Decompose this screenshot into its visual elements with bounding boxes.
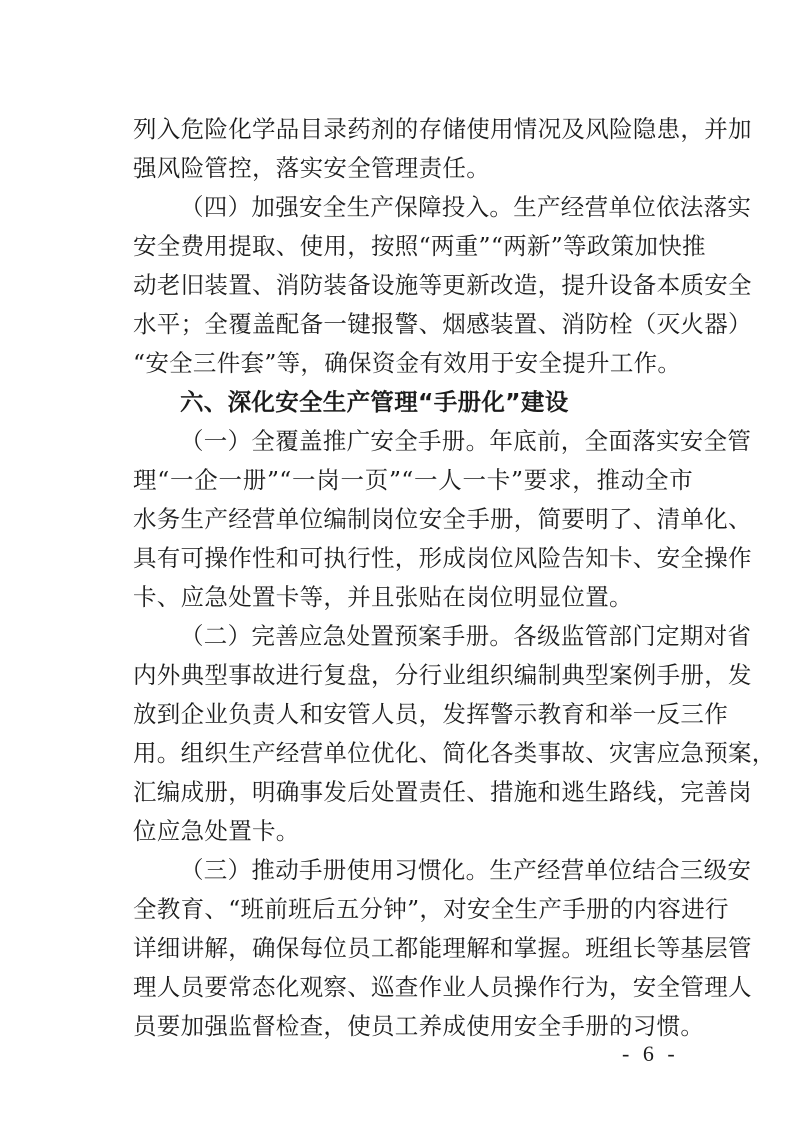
body-text-line: （二）完善应急处置预案手册。各级监管部门定期对省 <box>180 622 752 650</box>
body-text-line: 用。组织生产经营单位优化、简化各类事故、灾害应急预案， <box>133 739 776 767</box>
body-text-line: 水平；全覆盖配备一键报警、烟感装置、消防栓（灭火器） <box>133 310 752 338</box>
body-text-line: 位应急处置卡。 <box>133 817 300 845</box>
body-text-line: （一）全覆盖推广安全手册。年底前，全面落实安全管 <box>180 427 752 455</box>
body-text-line: 内外典型事故进行复盘，分行业组织编制典型案例手册，发 <box>133 661 752 689</box>
body-text-line: 动老旧装置、消防装备设施等更新改造，提升设备本质安全 <box>133 271 752 299</box>
body-text-line: （三）推动手册使用习惯化。生产经营单位结合三级安 <box>180 856 752 884</box>
body-text-line: 安全费用提取、使用，按照“两重”“两新”等政策加快推 <box>133 232 706 260</box>
body-text-line: 理人员要常态化观察、巡查作业人员操作行为，安全管理人 <box>133 973 752 1001</box>
body-text-line: 员要加强监督检查，使员工养成使用安全手册的习惯。 <box>133 1012 705 1040</box>
page-number: - 6 - <box>622 1041 679 1066</box>
body-text-line: 卡、应急处置卡等，并且张贴在岗位明显位置。 <box>133 583 633 611</box>
body-text-line: 理“一企一册”“一岗一页”“一人一卡”要求，推动全市 <box>133 466 693 494</box>
body-text-line: （四）加强安全生产保障投入。生产经营单位依法落实 <box>180 193 752 221</box>
body-text-line: 放到企业负责人和安管人员，发挥警示教育和举一反三作 <box>133 700 728 728</box>
body-text-line: 具有可操作性和可执行性，形成岗位风险告知卡、安全操作 <box>133 544 752 572</box>
body-text-line: 列入危险化学品目录药剂的存储使用情况及风险隐患，并加 <box>133 115 752 143</box>
body-text-line: 水务生产经营单位编制岗位安全手册，简要明了、清单化、 <box>133 505 752 533</box>
body-text-line: 全教育、“班前班后五分钟”，对安全生产手册的内容进行 <box>133 895 729 923</box>
section-heading: 六、深化安全生产管理“手册化”建设 <box>180 388 569 416</box>
body-text-line: “安全三件套”等，确保资金有效用于安全提升工作。 <box>133 349 682 377</box>
body-text-line: 汇编成册，明确事发后处置责任、措施和逃生路线，完善岗 <box>133 778 752 806</box>
body-text-line: 详细讲解，确保每位员工都能理解和掌握。班组长等基层管 <box>133 934 752 962</box>
body-text-line: 强风险管控，落实安全管理责任。 <box>133 154 490 182</box>
